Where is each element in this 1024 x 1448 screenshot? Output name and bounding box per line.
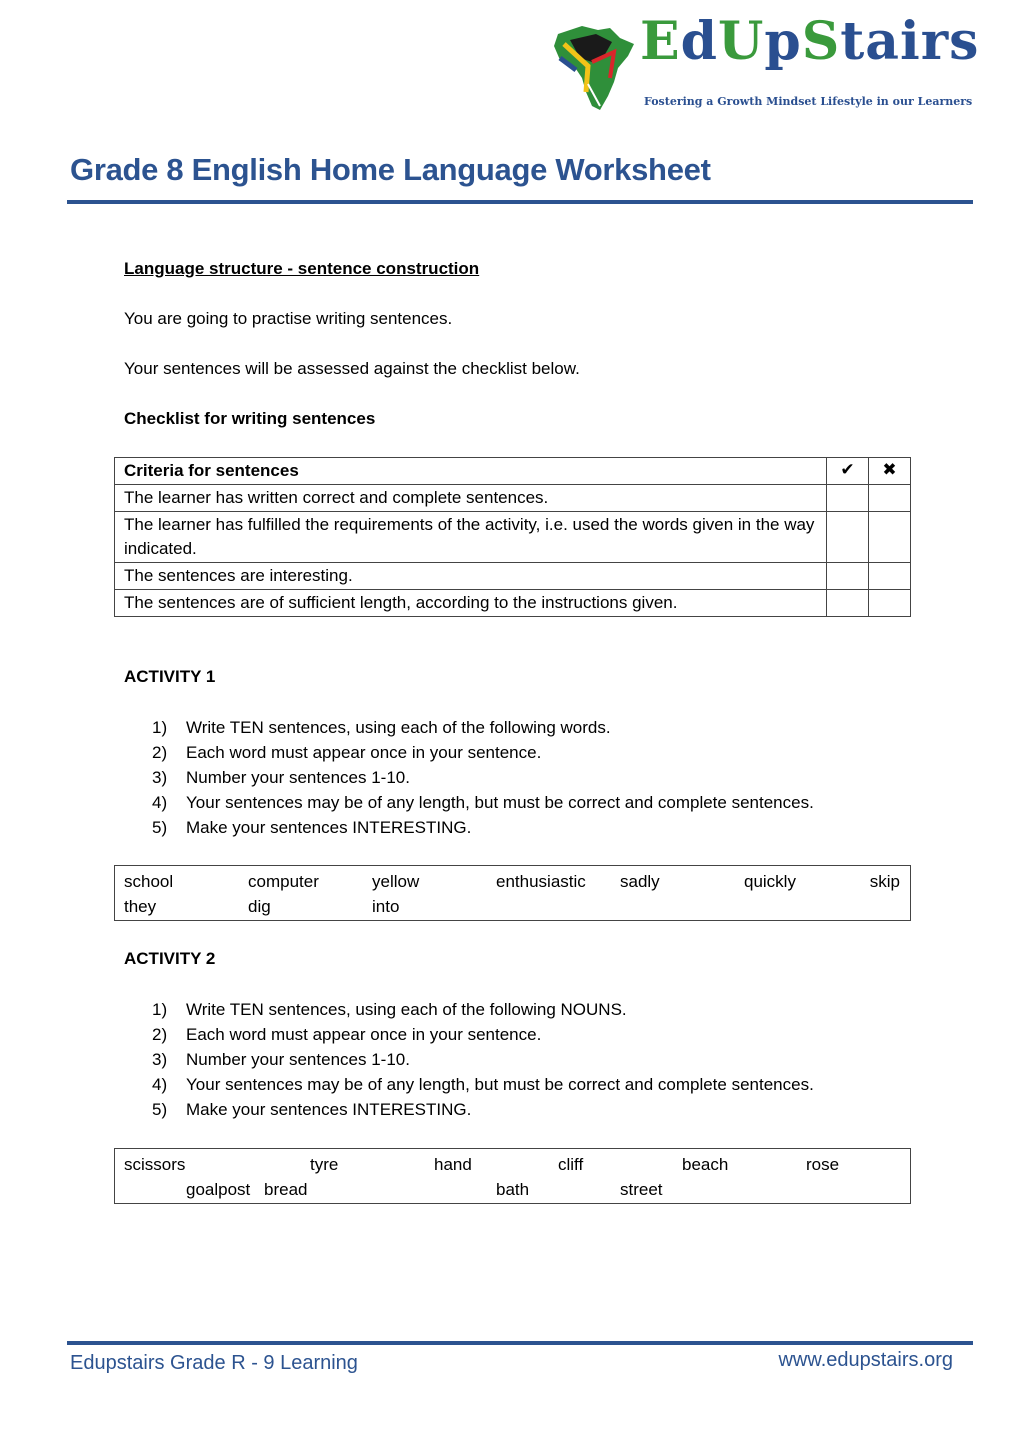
word: scissors [124, 1155, 186, 1174]
list-item: 5) Make your sentences INTERESTING. [152, 818, 472, 837]
word: cliff [558, 1155, 584, 1174]
tick-cell [827, 485, 869, 512]
cross-cell [869, 590, 911, 617]
edupstairs-logo [552, 11, 982, 114]
criteria-cell: The sentences are interesting. [115, 563, 827, 590]
logo-wordmark: EdUpStairs [640, 11, 980, 72]
checklist-row [115, 485, 911, 512]
checklist-row [115, 590, 911, 617]
criteria-cell: The learner has written correct and complete sentences. [115, 485, 827, 512]
word: computer [248, 872, 319, 891]
list-item: 3) Number your sentences 1-10. [152, 768, 410, 787]
intro-text-2: Your sentences will be assessed against the checklist below. [124, 359, 580, 378]
word: enthusiastic [496, 872, 586, 891]
word: street [620, 1180, 663, 1199]
activity-2-word-box [114, 1148, 911, 1204]
list-item: 2) Each word must appear once in your sentence. [152, 743, 542, 762]
criteria-header: Criteria for sentences [115, 458, 827, 485]
word: hand [434, 1155, 472, 1174]
word: bread [264, 1180, 308, 1199]
tick-cell [827, 563, 869, 590]
list-item: 4) Your sentences may be of any length, but must be correct and complete sentences. [152, 1075, 814, 1094]
word: rose [806, 1155, 840, 1174]
activity-2-heading: ACTIVITY 2 [124, 949, 216, 968]
activity-2-steps [152, 997, 814, 1122]
tick-cell [827, 590, 869, 617]
criteria-cell: The learner has fulfilled the requirements of the activity, i.e. used the words given in the way indicated. [115, 512, 827, 563]
checklist-table [114, 457, 911, 617]
footer-label: Edupstairs Grade R - 9 Learning [70, 1352, 358, 1374]
list-item: 3) Number your sentences 1-10. [152, 1050, 410, 1069]
word: they [124, 897, 157, 916]
word: goalpost [186, 1180, 251, 1199]
word: skip [869, 872, 900, 891]
checklist-row [115, 563, 911, 590]
activity-1-heading: ACTIVITY 1 [124, 667, 216, 686]
word: school [124, 872, 174, 891]
checklist-row [115, 512, 911, 563]
cross-icon: ✖ [869, 458, 911, 485]
list-item: 4) Your sentences may be of any length, but must be correct and complete sentences. [152, 793, 814, 812]
word: dig [248, 897, 271, 916]
section-heading: Language structure - sentence construction [124, 259, 480, 278]
cross-cell [869, 485, 911, 512]
word: quickly [744, 872, 796, 891]
cross-cell [869, 563, 911, 590]
tick-cell [827, 512, 869, 563]
word: beach [682, 1155, 729, 1174]
list-item: 2) Each word must appear once in your sentence. [152, 1025, 542, 1044]
criteria-cell: The sentences are of sufficient length, according to the instructions given. [115, 590, 827, 617]
word: into [372, 897, 400, 916]
tick-icon: ✔ [827, 458, 869, 485]
title-rule [67, 200, 973, 204]
list-item: 5) Make your sentences INTERESTING. [152, 1100, 472, 1119]
africa-map-icon [552, 22, 638, 114]
list-item: 1) Write TEN sentences, using each of the following words. [152, 718, 611, 737]
word: sadly [620, 872, 660, 891]
word: tyre [310, 1155, 339, 1174]
footer-rule [67, 1341, 973, 1345]
checklist-header-row [115, 458, 911, 485]
activity-1-steps [152, 715, 814, 840]
intro-text-1: You are going to practise writing sentences. [124, 309, 453, 328]
activity-1-word-box [114, 865, 911, 921]
logo-tagline: Fostering a Growth Mindset Lifestyle in our Learners [644, 95, 973, 108]
footer-website-link[interactable]: www.edupstairs.org [778, 1349, 953, 1371]
list-item: 1) Write TEN sentences, using each of the following NOUNS. [152, 1000, 627, 1019]
word: bath [496, 1180, 530, 1199]
page-title: Grade 8 English Home Language Worksheet [70, 152, 711, 187]
cross-cell [869, 512, 911, 563]
word: yellow [372, 872, 420, 891]
checklist-heading: Checklist for writing sentences [124, 409, 376, 428]
